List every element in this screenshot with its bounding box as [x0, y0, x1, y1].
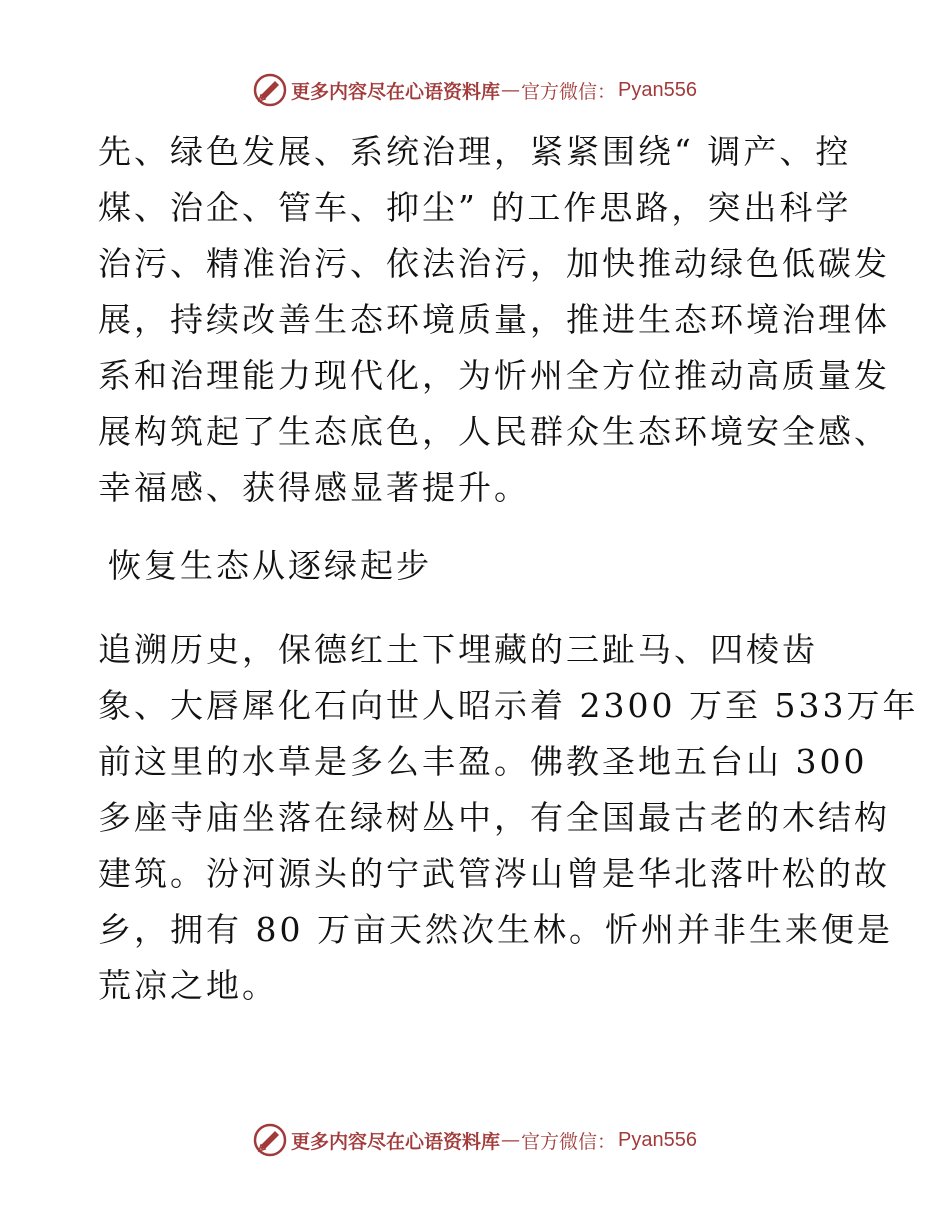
document-body — [98, 124, 919, 1014]
text-line: 乡，拥有 80 万亩天然次生林。忻州并非生来便是 — [98, 910, 893, 949]
paragraph-2 — [98, 622, 919, 1014]
text-line: 追溯历史，保德红土下埋藏的三趾马、四棱齿 — [98, 630, 818, 669]
text-line: 展，持续改善生态环境质量，推进生态环境治理体 — [98, 300, 890, 339]
wechat-label: 官方微信： — [521, 80, 617, 103]
text-line: 前这里的水草是多么丰盈。佛教圣地五台山 300 — [98, 742, 868, 781]
banner-title: 更多内容尽在心语资料库 — [291, 1130, 501, 1153]
text-line: 多座寺庙坐落在绿树丛中，有全国最古老的木结构 — [98, 798, 890, 837]
banner-title: 更多内容尽在心语资料库 — [291, 80, 501, 103]
text-line: 象、大唇犀化石向世人昭示着 2300 万至 533万年 — [98, 686, 919, 725]
section-heading: 恢复生态从逐绿起步 — [108, 546, 432, 585]
text-line: 治污、精准治污、依法治污，加快推动绿色低碳发 — [98, 244, 890, 283]
wechat-id: Pyan556 — [618, 78, 697, 101]
text-line: 展构筑起了生态底色，人民群众生态环境安全感、 — [98, 412, 890, 451]
text-line: 建筑。汾河源头的宁武管涔山曾是华北落叶松的故 — [98, 854, 890, 893]
banner-separator: — — [501, 1129, 521, 1151]
wechat-id: Pyan556 — [618, 1128, 697, 1151]
text-line: 煤、治企、管车、抑尘” 的工作思路，突出科学 — [98, 188, 852, 227]
header-banner — [0, 70, 950, 110]
pen-logo-icon — [253, 73, 287, 107]
pen-logo-icon — [253, 1123, 287, 1157]
text-line: 系和治理能力现代化，为忻州全方位推动高质量发 — [98, 356, 890, 395]
paragraph-1 — [98, 124, 890, 516]
text-line: 幸福感、获得感显著提升。 — [98, 468, 530, 507]
text-line: 荒凉之地。 — [98, 966, 278, 1005]
footer-banner — [0, 1120, 950, 1160]
text-line: 先、绿色发展、系统治理，紧紧围绕“ 调产、控 — [98, 132, 852, 171]
wechat-label: 官方微信： — [521, 1130, 617, 1153]
banner-separator: — — [501, 79, 521, 101]
